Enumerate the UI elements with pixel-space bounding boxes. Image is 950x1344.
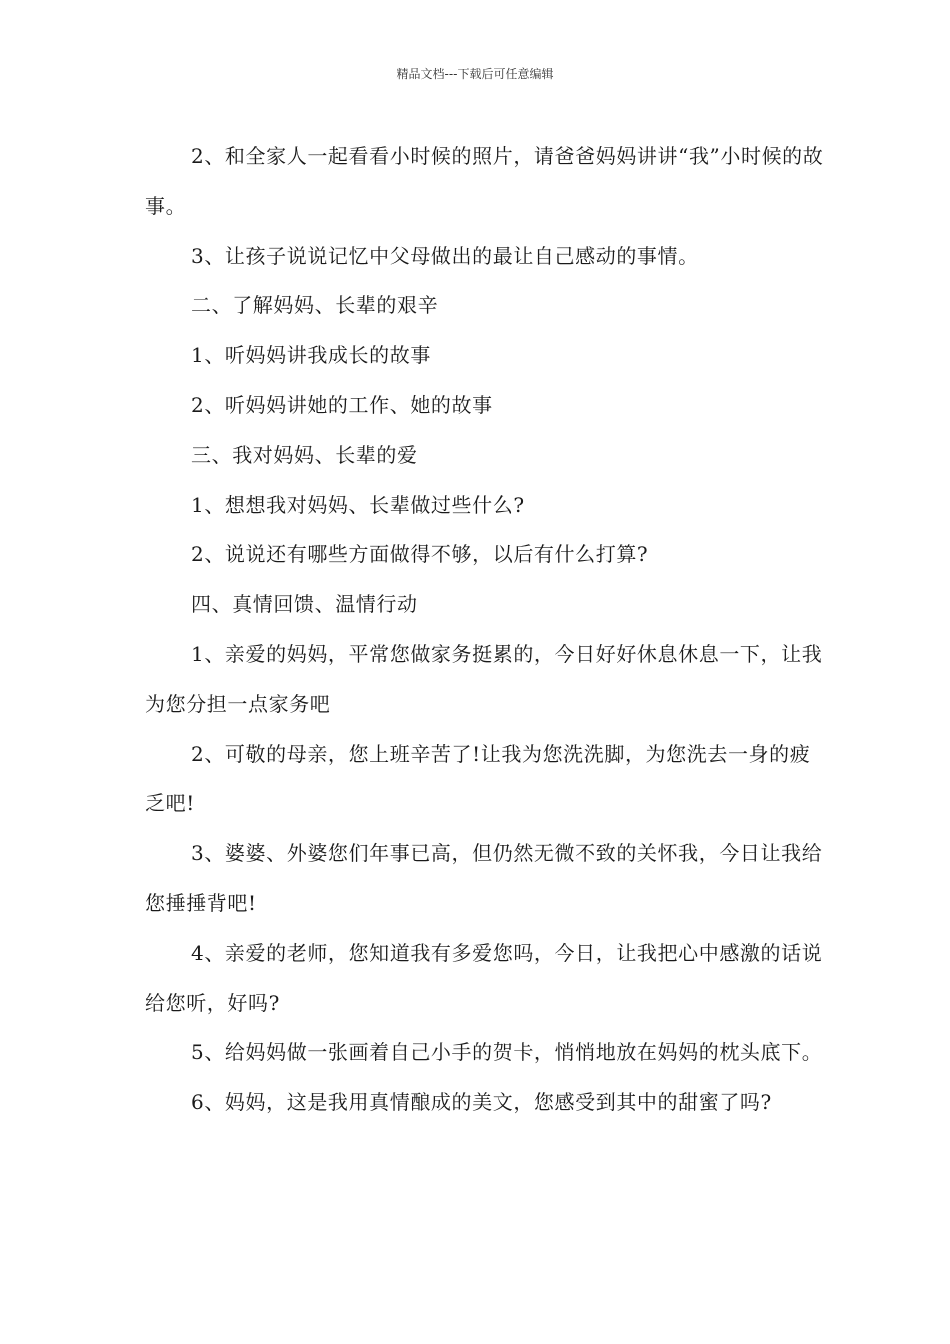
paragraph-7: 1、亲爱的妈妈，平常您做家务挺累的，今日好好休息休息一下，让我为您分担一点家务吧: [145, 641, 823, 716]
page-header: 精品文档---下载后可任意编辑: [396, 67, 554, 81]
section-heading-4: 四、真情回馈、温情行动: [191, 592, 418, 617]
paragraph-1: 2、和全家人一起看看小时候的照片，请爸爸妈妈讲讲“我”小时候的故事。: [145, 144, 824, 218]
paragraph-10: 4、亲爱的老师，您知道我有多爱您吗，今日，让我把心中感激的话说给您听，好吗?: [145, 940, 823, 1015]
paragraph-12: 6、妈妈，这是我用真情酿成的美文，您感受到其中的甜蜜了吗?: [191, 1090, 772, 1115]
paragraph-8: 2、可敬的母亲，您上班辛苦了!让我为您洗洗脚，为您洗去一身的疲乏吧!: [145, 741, 811, 816]
paragraph-6: 2、说说还有哪些方面做得不够，以后有什么打算?: [191, 542, 649, 567]
document-body: [145, 132, 825, 1128]
paragraph-4: 2、听妈妈讲她的工作、她的故事: [191, 392, 493, 417]
paragraph-2: 3、让孩子说说记忆中父母做出的最让自己感动的事情。: [191, 243, 699, 268]
section-heading-2: 二、了解妈妈、长辈的艰辛: [191, 293, 439, 318]
section-heading-3: 三、我对妈妈、长辈的爱: [191, 442, 418, 467]
paragraph-9: 3、婆婆、外婆您们年事已高，但仍然无微不致的关怀我，今日让我给您捶捶背吧!: [145, 841, 823, 915]
paragraph-3: 1、听妈妈讲我成长的故事: [191, 343, 431, 368]
paragraph-11: 5、给妈妈做一张画着自己小手的贺卡，悄悄地放在妈妈的枕头底下。: [191, 1040, 823, 1065]
paragraph-5: 1、想想我对妈妈、长辈做过些什么?: [191, 492, 525, 517]
